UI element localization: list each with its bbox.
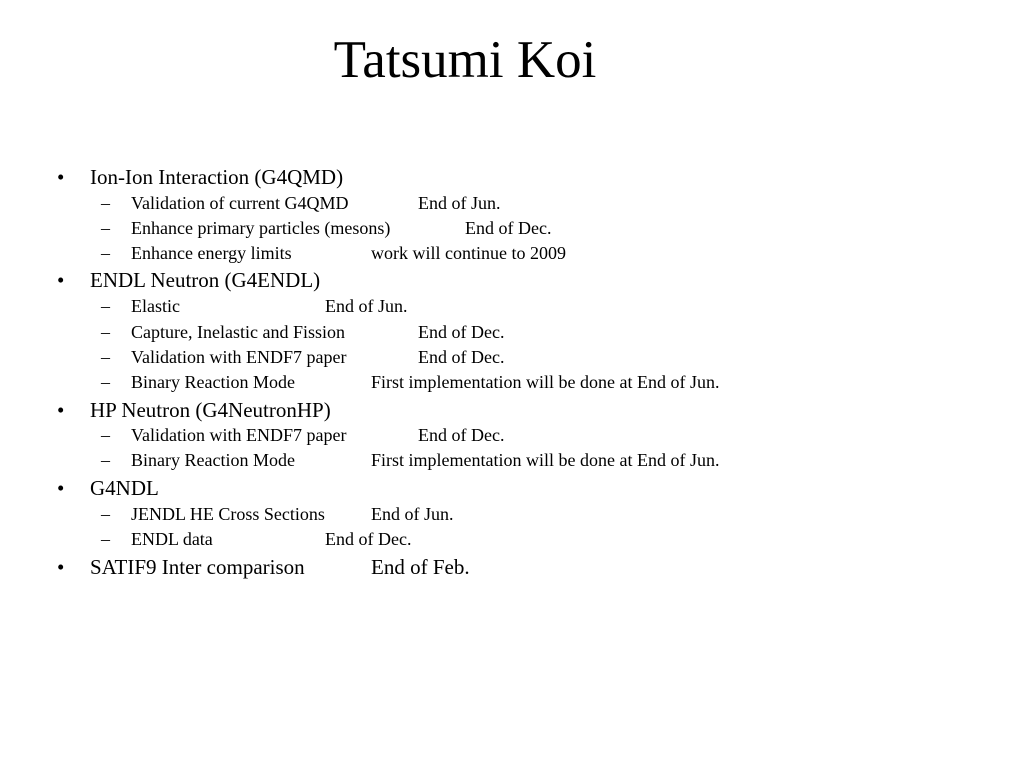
- sub-item-due: End of Jun.: [371, 504, 454, 524]
- sub-item-label: Enhance energy limits: [131, 243, 292, 263]
- bullet-icon: •: [57, 268, 65, 292]
- dash-icon: –: [101, 193, 110, 213]
- bullet-due: End of Feb.: [371, 555, 470, 579]
- sub-item-due: End of Dec.: [418, 322, 505, 342]
- sub-item-label: JENDL HE Cross Sections: [131, 504, 325, 524]
- dash-icon: –: [101, 372, 110, 392]
- sub-item-label: Binary Reaction Mode: [131, 372, 295, 392]
- sub-item-due: End of Dec.: [418, 425, 505, 445]
- bullet-icon: •: [57, 398, 65, 422]
- bullet-icon: •: [57, 555, 65, 579]
- sub-item-due: End of Dec.: [465, 218, 552, 238]
- bullet-label: G4NDL: [90, 476, 159, 500]
- dash-icon: –: [101, 425, 110, 445]
- sub-item-due: End of Dec.: [325, 529, 412, 549]
- sub-item-label: Validation with ENDF7 paper: [131, 425, 347, 445]
- sub-item-due: End of Dec.: [418, 347, 505, 367]
- sub-item-label: Capture, Inelastic and Fission: [131, 322, 345, 342]
- sub-item-due: End of Jun.: [325, 296, 408, 316]
- dash-icon: –: [101, 504, 110, 524]
- dash-icon: –: [101, 529, 110, 549]
- bullet-label: ENDL Neutron (G4ENDL): [90, 268, 321, 292]
- sub-item-label: ENDL data: [131, 529, 213, 549]
- sub-item-due: First implementation will be done at End of Jun.: [371, 372, 720, 392]
- dash-icon: –: [101, 347, 110, 367]
- dash-icon: –: [101, 296, 110, 316]
- sub-item-due: First implementation will be done at End of Jun.: [371, 450, 720, 470]
- sub-item-label: Binary Reaction Mode: [131, 450, 295, 470]
- dash-icon: –: [101, 218, 110, 238]
- bullet-label: Ion-Ion Interaction (G4QMD): [90, 165, 344, 189]
- bullet-icon: •: [57, 165, 65, 189]
- bullet-label: HP Neutron (G4NeutronHP): [90, 398, 331, 422]
- slide-title: Tatsumi Koi: [333, 31, 597, 89]
- bullet-icon: •: [57, 476, 65, 500]
- sub-item-label: Enhance primary particles (mesons): [131, 218, 391, 238]
- bullet-label: SATIF9 Inter comparison: [90, 555, 305, 579]
- sub-item-due: End of Jun.: [418, 193, 501, 213]
- dash-icon: –: [101, 322, 110, 342]
- sub-item-label: Elastic: [131, 296, 180, 316]
- sub-item-label: Validation of current G4QMD: [131, 193, 349, 213]
- dash-icon: –: [101, 243, 110, 263]
- dash-icon: –: [101, 450, 110, 470]
- sub-item-due: work will continue to 2009: [371, 243, 566, 263]
- sub-item-label: Validation with ENDF7 paper: [131, 347, 347, 367]
